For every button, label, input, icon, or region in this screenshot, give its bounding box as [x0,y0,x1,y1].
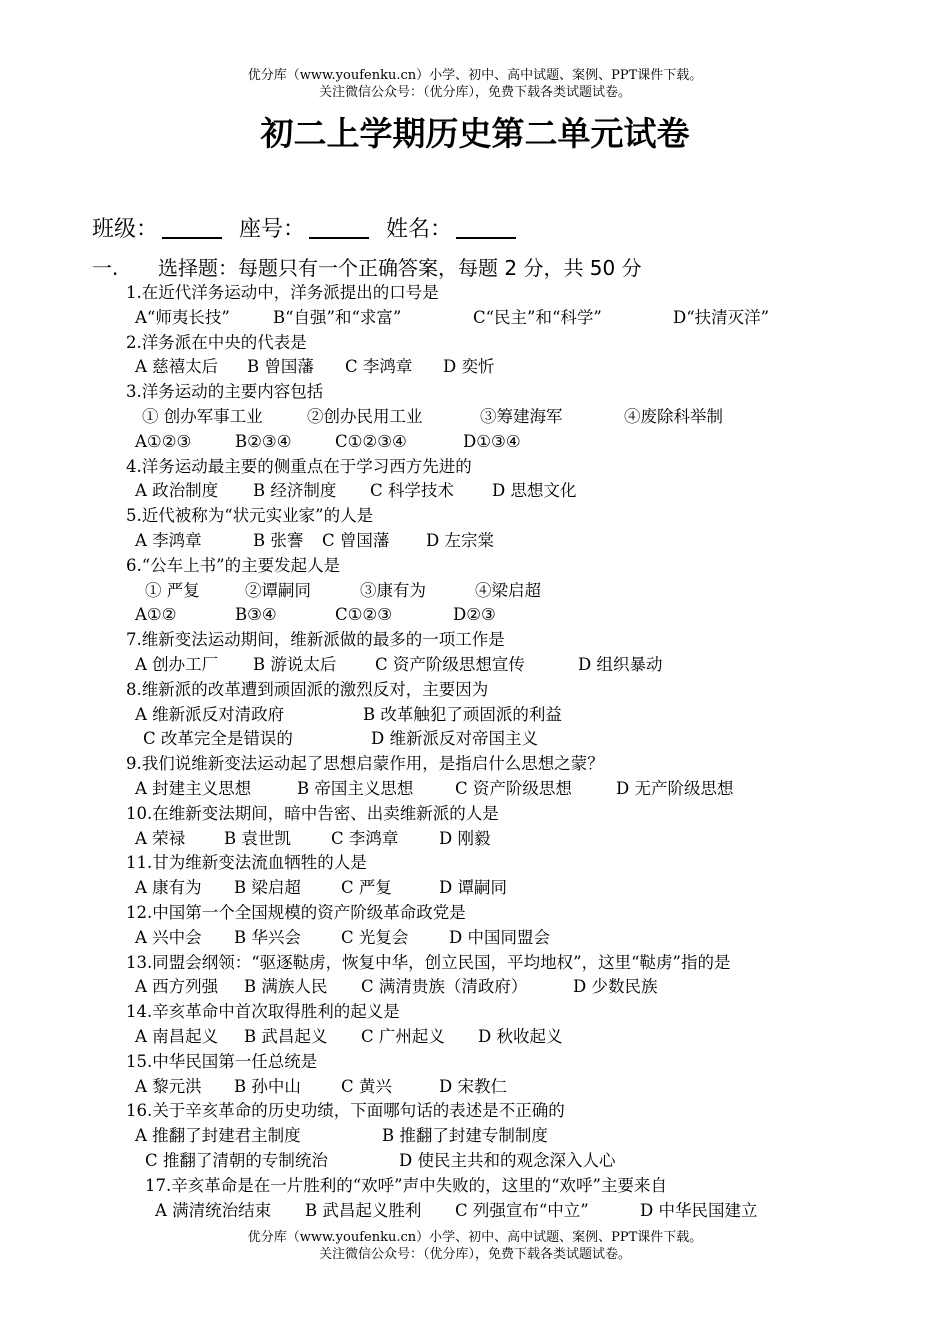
question-stem: 4.洋务运动最主要的侧重点在于学习西方先进的 [126,456,472,476]
question-stem: 1.在近代洋务运动中，洋务派提出的口号是 [126,283,439,302]
answer-option: D 宋教仁 [439,1076,507,1096]
answer-option: D 组织暴动 [578,655,663,674]
answer-option: C 改革完全是错误的 [143,729,293,749]
answer-option: C 广州起义 [361,1027,445,1046]
answer-option: B 游说太后 [253,655,337,674]
answer-option: B②③④ [235,431,292,451]
question-stem: 8.维新派的改革遭到顽固派的激烈反对，主要因为 [126,679,489,699]
section-text: 选择题：每题只有一个正确答案，每题 2 分，共 50 分 [158,256,642,280]
answer-option: B 帝国主义思想 [297,779,414,798]
answer-option: D 谭嗣同 [439,878,507,898]
answer-option: C 李鸿章 [345,357,413,377]
answer-option: C 严复 [341,878,392,898]
answer-option: D 奕忻 [443,357,495,377]
answer-option: D 思想文化 [492,481,577,501]
class-label: 班级： [92,217,159,242]
answer-option: D“扶清灭洋” [673,307,770,327]
answer-option: A 维新派反对清政府 [135,704,285,724]
answer-option: D 秋收起义 [478,1027,563,1046]
answer-option: A①② [135,605,177,625]
section-number: 一. [92,256,119,280]
answer-option: B 孙中山 [234,1076,301,1096]
answer-option: D 中国同盟会 [449,927,550,947]
seat-blank[interactable] [309,217,369,239]
answer-option: C①②③ [335,605,393,625]
answer-option: C 李鸿章 [331,828,399,848]
answer-option: B 经济制度 [253,481,337,501]
answer-option: D 少数民族 [573,977,658,997]
answer-option: ③康有为 [360,580,426,600]
answer-option: D①③④ [463,431,521,451]
answer-option: D 无产阶级思想 [616,779,734,798]
answer-option: B 改革触犯了顽固派的利益 [363,704,562,724]
answer-option: C 推翻了清朝的专制统治 [145,1151,328,1170]
footer-line-1: 优分库（www.youfenku.cn）小学、初中、高中试题、案例、PPT课件下载。 [247,1230,703,1245]
answer-option: C 资产阶级思想宣传 [375,655,525,674]
answer-option: D 中华民国建立 [640,1200,758,1220]
question-stem: 17.辛亥革命是在一片胜利的“欢呼”声中失败的，这里的“欢呼”主要来自 [145,1175,667,1195]
question-stem: 12.中国第一个全国规模的资产阶级革命政党是 [126,903,466,922]
page-footer [0,1229,950,1263]
seat-label: 座号： [239,217,306,242]
answer-option: B 曾国藩 [247,357,314,377]
answer-option: A 政治制度 [135,481,219,501]
answer-option: A 兴中会 [135,927,202,947]
answer-option: C 黄兴 [341,1076,392,1096]
question-stem: 9.我们说维新变法运动起了思想启蒙作用，是指启什么思想之蒙？ [126,754,604,774]
question-stem: 5.近代被称为“状元实业家”的人是 [126,506,374,526]
answer-option: C 科学技术 [370,481,454,501]
answer-option: A 康有为 [135,878,202,898]
answer-option: A“师夷长技” [135,307,230,327]
header-line-2: 关注微信公众号：（优分库），免费下载各类试题试卷。 [318,85,631,100]
answer-option: ②创办民用工业 [307,407,423,426]
question-stem: 11.甘为维新变法流血牺牲的人是 [126,853,367,873]
answer-option: C“民主”和“科学” [473,307,602,327]
footer-line-2: 关注微信公众号：（优分库），免费下载各类试题试卷。 [318,1247,631,1262]
answer-option: A 创办工厂 [135,655,219,674]
question-stem: 2.洋务派在中央的代表是 [126,332,307,352]
answer-option: C 曾国藩 [322,531,390,550]
answer-option: A 西方列强 [135,977,219,997]
answer-option: C①②③④ [335,431,407,451]
answer-option: D 使民主共和的观念深入人心 [399,1151,616,1170]
question-stem: 14.辛亥革命中首次取得胜利的起义是 [126,1002,400,1022]
answer-option: A 推翻了封建君主制度 [135,1126,301,1146]
answer-option: C 资产阶级思想 [455,779,572,798]
answer-option: D 左宗棠 [426,531,494,550]
name-label: 姓名： [386,217,453,242]
page-header [0,67,950,101]
answer-option: ④废除科举制 [624,407,723,426]
answer-option: B③④ [235,605,277,625]
page-title: 初二上学期历史第二单元试卷 [260,114,690,153]
answer-option: C 列强宣布“中立” [455,1200,589,1220]
name-blank[interactable] [456,217,516,239]
answer-option: B 梁启超 [234,878,301,898]
answer-option: B“自强”和“求富” [273,307,402,327]
answer-option: C 光复会 [341,927,409,947]
answer-option: A 李鸿章 [135,531,202,550]
student-info [92,213,526,247]
question-stem: 3.洋务运动的主要内容包括 [126,382,324,402]
question-stem: 13.同盟会纲领：“驱逐鞑虏，恢复中华，创立民国，平均地权”，这里“鞑虏”指的是 [126,952,731,972]
answer-option: ① 创办军事工业 [142,407,263,426]
answer-option: A 黎元洪 [135,1076,202,1096]
header-line-1: 优分库（www.youfenku.cn）小学、初中、高中试题、案例、PPT课件下载。 [247,68,703,83]
question-stem: 16.关于辛亥革命的历史功绩，下面哪句话的表述是不正确的 [126,1101,565,1121]
answer-option: A 满清统治结束 [155,1200,272,1220]
answer-option: A 荣禄 [135,828,186,848]
answer-option: B 袁世凯 [224,828,291,848]
answer-option: D 刚毅 [439,828,491,848]
answer-option: ④梁启超 [475,580,541,600]
answer-option: B 推翻了封建专制制度 [382,1126,548,1146]
answer-option: A①②③ [135,431,192,451]
answer-option: B 满族人民 [244,977,328,997]
section-heading [92,253,642,283]
answer-option: A 封建主义思想 [135,779,252,798]
answer-option: B 武昌起义 [244,1027,328,1046]
answer-option: A 南昌起义 [135,1027,219,1046]
answer-option: ③筹建海军 [480,407,563,426]
question-stem: 15.中华民国第一任总统是 [126,1051,318,1071]
answer-option: D②③ [453,605,496,625]
answer-option: B 张謇 [253,531,304,550]
answer-option: C 满清贵族（清政府） [361,977,528,997]
question-stem: 6.“公车上书”的主要发起人是 [126,555,341,575]
answer-option: B 武昌起义胜利 [305,1200,422,1220]
question-stem: 7.维新变法运动期间，维新派做的最多的一项工作是 [126,630,505,650]
answer-option: ① 严复 [145,580,200,600]
answer-option: ②谭嗣同 [245,580,311,600]
answer-option: A 慈禧太后 [135,357,219,377]
question-stem: 10.在维新变法期间，暗中告密、出卖维新派的人是 [126,803,499,823]
class-blank[interactable] [162,217,222,239]
answer-option: D 维新派反对帝国主义 [371,729,538,749]
answer-option: B 华兴会 [234,927,301,947]
